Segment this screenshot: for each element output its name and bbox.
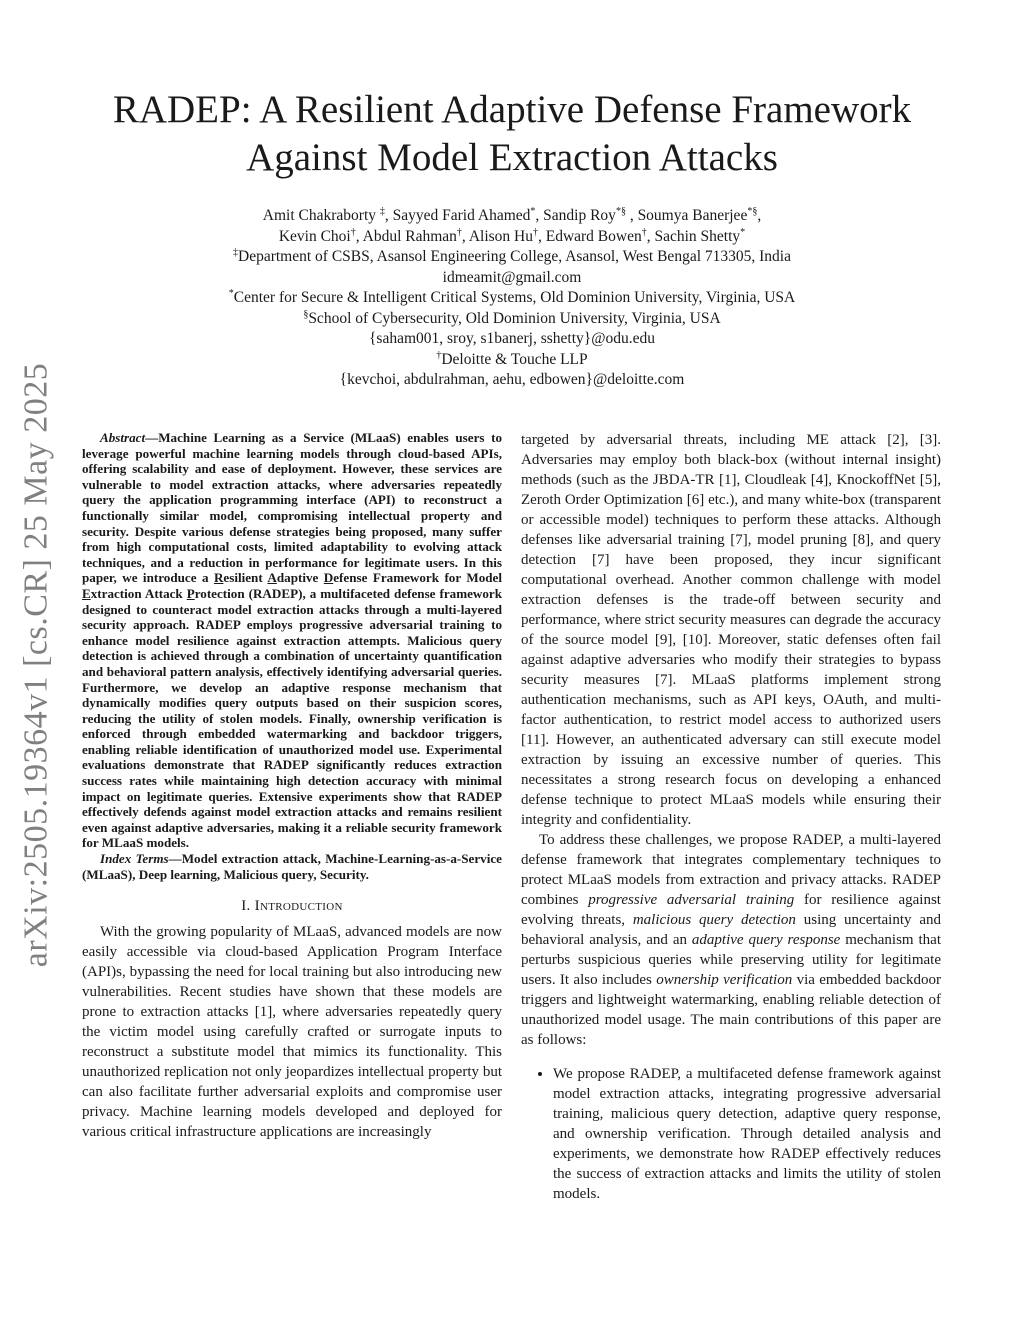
email-asansol: idmeamit@gmail.com — [442, 268, 582, 286]
acronym-e: E — [82, 585, 91, 601]
index-terms-label: Index Terms — [100, 851, 169, 867]
author-block — [120, 206, 904, 391]
contribution-item: • We propose RADEP, a multifaceted defense framework against model extraction attacks, integrating progressive adversarial training, malicious query detection, adaptive query response, and ownership verification. Through detailed analysis and experiments, we demonstrate how RADEP effectively reduces the success of extraction attacks and limits the utility of stolen models. — [553, 1064, 941, 1204]
p2-term-adaptive-query-response: adaptive query response — [691, 932, 841, 948]
intro-paragraph-1: With the growing popularity of MLaaS, advanced models are now easily accessible via cloud-based Application Program Interface (API)s, bypassing the need for local training but also introducing new vulnerabilities. Recent studies have shown that these models are prone to extraction attacks [1], where adversaries repeatedly query the victim model using carefully crafted or surrogate inputs to reconstruct a substitute model that mimics its functionality. This unauthorized replication not only jeopardizes intellectual property but can also facilitate further adversarial exploits and compromise user privacy. Machine learning models developed and deployed for various critical infrastructure applications are increasingly — [82, 924, 502, 1141]
title-line-1: RADEP: A Resilient Adaptive Defense Framework — [112, 88, 912, 131]
acronym-e-rest: xtraction Attack — [90, 585, 187, 601]
p2-text-c: using uncertainty and behavioral analysis, and an — [521, 912, 941, 948]
title-line-2: Against Model Extraction Attacks — [246, 136, 778, 179]
intro-paragraph-1-continued: targeted by adversarial threats, including ME attack [2], [3]. Adversaries may employ both black-box (without internal insight) methods (such as the JBDA-TR [1], Cloudleak [4], KnockoffNet [5], Zeroth Order Optimization [6] etc.), and many white-box (transparent or accessible model) techniques to perform these attacks. Although defenses like adversarial training [7], model pruning [8], and query detection [7] have been proposed, they incur significant computational overhead. Another common challenge with model extraction defenses is the trade-off between security and performance, where strict security measures can degrade the accuracy of the source model [9], [10]. Moreover, static defenses often fail against adaptive adversaries who modify their strategies to bypass security measures [7]. MLaaS platforms implement strong authentication mechanisms, such as API keys, OAuth, and multi-factor authentication, to restrict model access to authorized users [11]. However, an authenticated adversary can still execute model extraction by issuing an excessive number of queries. This necessitates a strong research focus on developing a enhanced defense technique to protect MLaaS models while ensuring their integrity and confidentiality. — [521, 432, 941, 828]
section-heading-introduction — [82, 896, 502, 916]
author-line-2: Kevin Choi†, Abdul Rahman†, Alison Hu†, Edward Bowen†, Sachin Shetty* — [278, 226, 746, 245]
acronym-a: A — [267, 570, 277, 586]
affiliation-asansol: ‡Department of CSBS, Asansol Engineering College, Asansol, West Bengal 713305, India — [233, 246, 791, 265]
affiliation-deloitte: †Deloitte & Touche LLP — [436, 349, 588, 368]
acronym-p: P — [186, 585, 195, 601]
acronym-r-rest: esilient — [223, 570, 268, 586]
section-number: I. — [241, 898, 255, 915]
p2-term-malicious-query-detection: malicious query detection — [632, 912, 796, 928]
acronym-d-rest: efense Framework for Model — [333, 570, 502, 586]
acronym-d: D — [323, 570, 334, 586]
email-deloitte: {kevchoi, abdulrahman, aehu, edbowen}@deloitte.com — [339, 371, 685, 388]
contributions-list — [521, 1064, 941, 1204]
abstract — [82, 430, 502, 851]
abstract-label: Abstract — [100, 430, 146, 445]
email-odu: {saham001, sroy, s1banerj, sshetty}@odu.edu — [368, 330, 655, 347]
index-terms — [82, 851, 502, 882]
p2-text-e: via embedded backdoor triggers and lightweight watermarking, enabling reliable detection of unauthorized model usage. The main contributions of this paper are as follows: — [521, 972, 942, 1048]
p2-term-ownership-verification: ownership verification — [656, 972, 793, 988]
acronym-r: R — [213, 570, 224, 586]
abstract-text-a: —Machine Learning as a Service (MLaaS) enables users to leverage powerful machine learning models through cloud-based APIs, offering scalability and ease of deployment. However, these services are vulnerable to model extraction attacks, where adversaries repeatedly query the application programming interface (API) to reconstruct a functionally similar model, compromising intellectual property and security. Despite various defense strategies being proposed, many suffer from high computational costs, limited adaptability to evolving attack techniques, and a reduction in performance for legitimate users. In this paper, we introduce a — [82, 430, 502, 586]
section-title: Introduction — [254, 898, 343, 915]
abstract-text-b: , a multifaceted defense framework designed to counteract model extraction attacks through a multi-layered security approach. RADEP employs progressive adversarial training to enhance model resilience against extraction attempts. Malicious query detection is achieved through a combination of uncertainty quantification and behavioral pattern analysis, effectively identifying adversarial queries. Furthermore, we develop an adaptive response mechanism that dynamically modifies query outputs based on their suspicion scores, reducing the utility of stolen models. Finally, ownership verification is enforced through embedded watermarking and backdoor triggers, enabling reliable identification of unauthorized model use. Experimental evaluations demonstrate that RADEP significantly reduces extraction success rates while maintaining high detection accuracy with minimal impact on legitimate queries. Extensive experiments show that RADEP effectively defends against model extraction attacks and remains resilient even against adaptive adversaries, making it a reliable security framework for MLaaS models. — [82, 585, 503, 851]
paper-title — [70, 86, 954, 182]
p2-text-d: mechanism that perturbs suspicious queries while preserving utility for legitimate users. It also includes — [521, 932, 942, 988]
arxiv-identifier: arXiv:2505.19364v1 [cs.CR] 25 May 2025 — [17, 362, 55, 968]
acronym-p-rest: rotection (RADEP) — [194, 585, 303, 601]
arxiv-sidebar — [8, 362, 64, 968]
left-column — [82, 430, 502, 1142]
affiliation-odu-center: *Center for Secure & Intelligent Critical Systems, Old Dominion University, Virginia, USA — [228, 287, 796, 306]
p2-term-progressive-training: progressive adversarial training — [588, 892, 795, 908]
p2-text-b: for resilience against evolving threats, — [521, 892, 941, 928]
right-column — [521, 430, 941, 1204]
p2-text-a: To address these challenges, we propose RADEP, a multi-layered defense framework that integrates complementary techniques to protect MLaaS models from extraction and privacy attacks. RADEP combines — [521, 832, 941, 908]
author-line-1: Amit Chakraborty ‡, Sayyed Farid Ahamed*, Sandip Roy*§ , Soumya Banerjee*§, — [262, 205, 762, 224]
acronym-a-rest: daptive — [276, 570, 324, 586]
intro-paragraph-2 — [521, 830, 941, 1050]
index-terms-text: —Model extraction attack, Machine-Learning-as-a-Service (MLaaS), Deep learning, Malicious query, Security. — [82, 851, 502, 882]
affiliation-odu-school: §School of Cybersecurity, Old Dominion University, Virginia, USA — [303, 308, 721, 327]
